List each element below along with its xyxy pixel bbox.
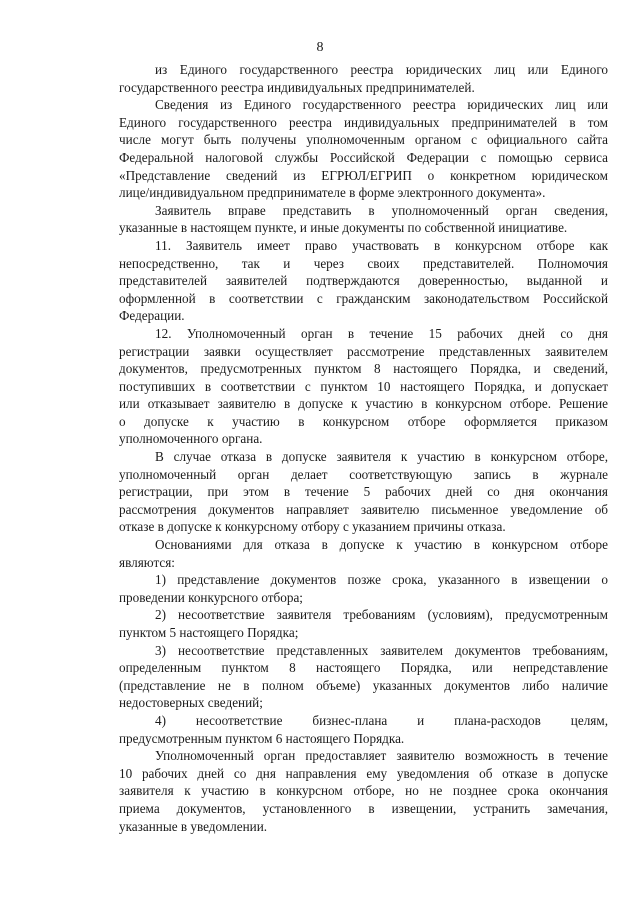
text-line: о допуске к участию в конкурсном отборе оформляется приказом: [119, 413, 608, 429]
text-line: 4) несоответствие бизнес-плана и плана-расходов целям,: [155, 712, 608, 728]
text-line: пунктом 5 настоящего Порядка;: [119, 625, 299, 640]
text-line: указанные в настоящем пункте, и иные документы по собственной инициативе.: [119, 220, 568, 236]
text-line: числе могут быть получены уполномоченным органом с официального сайта: [119, 132, 608, 148]
text-line: 3) несоответствие представленных заявителем документов требованиям,: [155, 642, 608, 658]
text-line: поступивших в соответствии с пунктом 10 настоящего Порядка, и допускает: [119, 378, 608, 394]
text-line: Основаниями для отказа в допуске к участию в конкурсном отборе: [155, 537, 608, 553]
text-line: лице/индивидуальном предпринимателе в форме электронного документа».: [119, 185, 546, 201]
text-line: заявителя к участию в конкурсном отборе, но не позднее срока окончания: [119, 783, 608, 799]
text-line: недостоверных сведений;: [119, 695, 263, 711]
text-line: (представление не в полном объеме) указанных документов либо наличие: [119, 677, 608, 693]
text-line: представителей заявителей подтверждаются доверенностью, выданной и: [119, 273, 608, 289]
text-line: регистрации заявки осуществляет рассмотрение представленных заявителем: [119, 343, 608, 359]
text-line: документов, предусмотренных пунктом 8 настоящего Порядка, и сведений,: [119, 361, 608, 377]
text-line: В случае отказа в допуске заявителя к участию в конкурсном отборе,: [155, 449, 608, 465]
text-line: государственного реестра индивидуальных предпринимателей.: [119, 79, 475, 95]
text-line: определенным пунктом 8 настоящего Порядка, или непредставление: [119, 660, 608, 676]
text-line: из Единого государственного реестра юридических лиц или Единого: [155, 62, 608, 77]
text-line: Заявитель вправе представить в уполномоченный орган сведения,: [155, 202, 608, 218]
text-line: Уполномоченный орган предоставляет заявителю возможность в течение: [155, 748, 608, 764]
text-line: непосредственно, так и через своих представителей. Полномочия: [119, 255, 608, 271]
text-line: Федерации.: [119, 308, 185, 324]
text-line: отказе в допуске к конкурсному отбору с указанием причины отказа.: [119, 519, 506, 535]
text-line: являются:: [119, 554, 175, 570]
text-line: Сведения из Единого государственного реестра юридических лиц или: [155, 97, 608, 113]
text-line: проведении конкурсного отбора;: [119, 589, 303, 605]
text-line: уполномоченный орган делает соответствующую запись в журнале: [119, 466, 608, 482]
text-line: 10 рабочих дней со дня направления ему уведомления об отказе в допуске: [119, 765, 608, 781]
document-body: [119, 61, 608, 835]
page-number: 8: [316, 40, 324, 55]
text-line: рассмотрения документов направляет заявителю письменное уведомление об: [119, 501, 608, 517]
text-line: или отказывает заявителю в допуске к участию в конкурсном отборе. Решение: [119, 396, 608, 412]
text-line: 12. Уполномоченный орган в течение 15 рабочих дней со дня: [155, 325, 608, 341]
text-line: оформленной в соответствии с гражданским законодательством Российской: [119, 290, 608, 306]
text-line: уполномоченного органа.: [119, 431, 263, 447]
text-line: указанные в уведомлении.: [119, 818, 268, 834]
text-line: Единого государственного реестра индивидуальных предпринимателей в том: [119, 114, 608, 130]
text-line: Федеральной налоговой службы Российской Федерации с помощью сервиса: [119, 149, 608, 165]
text-line: 1) представление документов позже срока, указанного в извещении о: [155, 572, 608, 588]
text-line: «Представление сведений из ЕГРЮЛ/ЕГРИП о конкретном юридическом: [119, 167, 608, 183]
text-line: регистрации, при этом в течение 5 рабочих дней со дня окончания: [119, 484, 608, 500]
text-line: приема документов, установленного в извещении, устранить замечания,: [119, 800, 608, 816]
text-line: предусмотренным пунктом 6 настоящего Порядка.: [119, 730, 405, 746]
text-line: 11. Заявитель имеет право участвовать в конкурсном отборе как: [155, 237, 608, 253]
text-line: 2) несоответствие заявителя требованиям (условиям), предусмотренным: [155, 607, 608, 623]
